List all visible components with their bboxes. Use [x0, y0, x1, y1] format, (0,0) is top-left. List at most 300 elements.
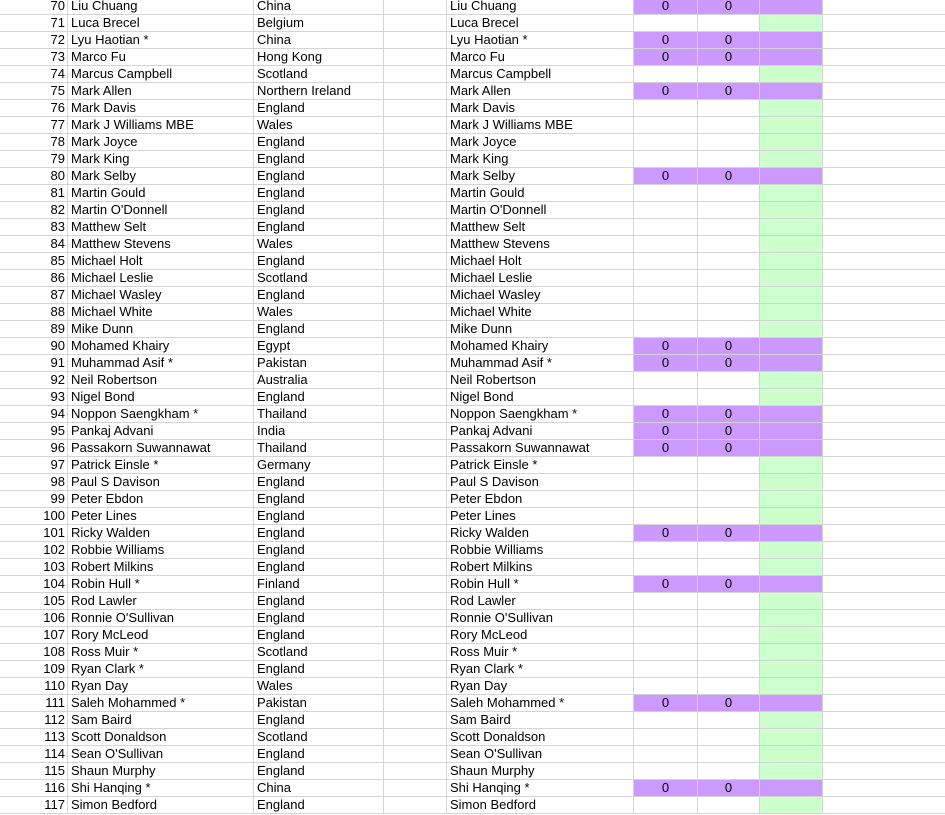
value-cell-1[interactable] [634, 321, 698, 338]
status-cell[interactable] [760, 253, 823, 270]
value-cell-2[interactable]: 0 [698, 338, 760, 355]
empty-cell[interactable] [823, 780, 945, 797]
row-number-cell[interactable]: 86 [0, 270, 68, 287]
player-name-copy-cell[interactable]: Michael Leslie [447, 270, 634, 287]
row-number-cell[interactable]: 106 [0, 610, 68, 627]
value-cell-2[interactable]: 0 [698, 0, 760, 15]
empty-cell[interactable] [384, 287, 447, 304]
value-cell-2[interactable] [698, 236, 760, 253]
row-number-cell[interactable]: 76 [0, 100, 68, 117]
status-cell[interactable] [760, 661, 823, 678]
country-cell[interactable]: England [254, 287, 384, 304]
value-cell-1[interactable] [634, 678, 698, 695]
value-cell-1[interactable] [634, 185, 698, 202]
empty-cell[interactable] [384, 134, 447, 151]
row-number-cell[interactable]: 107 [0, 627, 68, 644]
value-cell-1[interactable]: 0 [634, 32, 698, 49]
row-number-cell[interactable]: 87 [0, 287, 68, 304]
value-cell-1[interactable] [634, 729, 698, 746]
row-number-cell[interactable]: 89 [0, 321, 68, 338]
empty-cell[interactable] [823, 474, 945, 491]
empty-cell[interactable] [823, 100, 945, 117]
country-cell[interactable]: Thailand [254, 440, 384, 457]
player-name-cell[interactable]: Robbie Williams [68, 542, 254, 559]
value-cell-1[interactable] [634, 15, 698, 32]
value-cell-1[interactable] [634, 491, 698, 508]
value-cell-1[interactable]: 0 [634, 0, 698, 15]
country-cell[interactable]: Finland [254, 576, 384, 593]
value-cell-1[interactable]: 0 [634, 695, 698, 712]
player-name-copy-cell[interactable]: Mark Davis [447, 100, 634, 117]
empty-cell[interactable] [823, 219, 945, 236]
empty-cell[interactable] [384, 0, 447, 15]
country-cell[interactable]: Wales [254, 236, 384, 253]
country-cell[interactable]: India [254, 423, 384, 440]
empty-cell[interactable] [384, 389, 447, 406]
row-number-cell[interactable]: 81 [0, 185, 68, 202]
value-cell-1[interactable] [634, 542, 698, 559]
value-cell-1[interactable] [634, 304, 698, 321]
player-name-copy-cell[interactable]: Paul S Davison [447, 474, 634, 491]
row-number-cell[interactable]: 79 [0, 151, 68, 168]
player-name-copy-cell[interactable]: Mark King [447, 151, 634, 168]
value-cell-1[interactable] [634, 508, 698, 525]
empty-cell[interactable] [823, 576, 945, 593]
player-name-cell[interactable]: Mark Joyce [68, 134, 254, 151]
row-number-cell[interactable]: 73 [0, 49, 68, 66]
value-cell-2[interactable] [698, 542, 760, 559]
country-cell[interactable]: England [254, 491, 384, 508]
empty-cell[interactable] [384, 151, 447, 168]
status-cell[interactable] [760, 712, 823, 729]
player-name-cell[interactable]: Peter Ebdon [68, 491, 254, 508]
row-number-cell[interactable]: 115 [0, 763, 68, 780]
status-cell[interactable] [760, 32, 823, 49]
empty-cell[interactable] [823, 202, 945, 219]
country-cell[interactable]: England [254, 627, 384, 644]
empty-cell[interactable] [384, 117, 447, 134]
value-cell-1[interactable] [634, 253, 698, 270]
country-cell[interactable]: England [254, 168, 384, 185]
country-cell[interactable]: England [254, 389, 384, 406]
status-cell[interactable] [760, 304, 823, 321]
value-cell-1[interactable] [634, 457, 698, 474]
country-cell[interactable]: England [254, 134, 384, 151]
value-cell-1[interactable] [634, 372, 698, 389]
value-cell-2[interactable] [698, 100, 760, 117]
empty-cell[interactable] [823, 440, 945, 457]
player-name-copy-cell[interactable]: Ross Muir * [447, 644, 634, 661]
player-name-cell[interactable]: Mark King [68, 151, 254, 168]
status-cell[interactable] [760, 763, 823, 780]
value-cell-1[interactable] [634, 797, 698, 814]
player-name-cell[interactable]: Martin O'Donnell [68, 202, 254, 219]
country-cell[interactable]: Scotland [254, 729, 384, 746]
value-cell-1[interactable]: 0 [634, 423, 698, 440]
row-number-cell[interactable]: 104 [0, 576, 68, 593]
value-cell-1[interactable] [634, 202, 698, 219]
empty-cell[interactable] [823, 117, 945, 134]
status-cell[interactable] [760, 593, 823, 610]
country-cell[interactable]: Scotland [254, 644, 384, 661]
empty-cell[interactable] [384, 542, 447, 559]
player-name-copy-cell[interactable]: Neil Robertson [447, 372, 634, 389]
player-name-copy-cell[interactable]: Rory McLeod [447, 627, 634, 644]
value-cell-2[interactable] [698, 134, 760, 151]
empty-cell[interactable] [823, 372, 945, 389]
empty-cell[interactable] [823, 712, 945, 729]
status-cell[interactable] [760, 15, 823, 32]
country-cell[interactable]: England [254, 661, 384, 678]
row-number-cell[interactable]: 97 [0, 457, 68, 474]
player-name-copy-cell[interactable]: Lyu Haotian * [447, 32, 634, 49]
row-number-cell[interactable]: 110 [0, 678, 68, 695]
country-cell[interactable]: England [254, 253, 384, 270]
empty-cell[interactable] [384, 253, 447, 270]
player-name-cell[interactable]: Lyu Haotian * [68, 32, 254, 49]
status-cell[interactable] [760, 219, 823, 236]
empty-cell[interactable] [384, 763, 447, 780]
player-name-cell[interactable]: Pankaj Advani [68, 423, 254, 440]
country-cell[interactable]: Pakistan [254, 695, 384, 712]
value-cell-2[interactable]: 0 [698, 423, 760, 440]
player-name-cell[interactable]: Matthew Selt [68, 219, 254, 236]
empty-cell[interactable] [384, 185, 447, 202]
player-name-cell[interactable]: Shi Hanqing * [68, 780, 254, 797]
country-cell[interactable]: England [254, 797, 384, 814]
value-cell-2[interactable]: 0 [698, 576, 760, 593]
empty-cell[interactable] [823, 610, 945, 627]
country-cell[interactable]: Germany [254, 457, 384, 474]
value-cell-2[interactable] [698, 661, 760, 678]
player-name-copy-cell[interactable]: Shi Hanqing * [447, 780, 634, 797]
player-name-copy-cell[interactable]: Ryan Day [447, 678, 634, 695]
value-cell-2[interactable] [698, 15, 760, 32]
player-name-cell[interactable]: Ross Muir * [68, 644, 254, 661]
value-cell-2[interactable] [698, 474, 760, 491]
status-cell[interactable] [760, 491, 823, 508]
country-cell[interactable]: England [254, 763, 384, 780]
player-name-copy-cell[interactable]: Mohamed Khairy [447, 338, 634, 355]
player-name-cell[interactable]: Neil Robertson [68, 372, 254, 389]
row-number-cell[interactable]: 113 [0, 729, 68, 746]
row-number-cell[interactable]: 72 [0, 32, 68, 49]
status-cell[interactable] [760, 678, 823, 695]
value-cell-1[interactable] [634, 236, 698, 253]
empty-cell[interactable] [384, 372, 447, 389]
player-name-cell[interactable]: Ricky Walden [68, 525, 254, 542]
player-name-copy-cell[interactable]: Scott Donaldson [447, 729, 634, 746]
value-cell-1[interactable]: 0 [634, 168, 698, 185]
country-cell[interactable]: England [254, 525, 384, 542]
empty-cell[interactable] [823, 508, 945, 525]
value-cell-2[interactable] [698, 627, 760, 644]
value-cell-1[interactable] [634, 746, 698, 763]
value-cell-2[interactable] [698, 491, 760, 508]
player-name-copy-cell[interactable]: Mark Allen [447, 83, 634, 100]
empty-cell[interactable] [823, 185, 945, 202]
value-cell-1[interactable] [634, 66, 698, 83]
country-cell[interactable]: Scotland [254, 270, 384, 287]
status-cell[interactable] [760, 423, 823, 440]
country-cell[interactable]: Northern Ireland [254, 83, 384, 100]
country-cell[interactable]: England [254, 474, 384, 491]
player-name-cell[interactable]: Mike Dunn [68, 321, 254, 338]
player-name-copy-cell[interactable]: Passakorn Suwannawat [447, 440, 634, 457]
status-cell[interactable] [760, 729, 823, 746]
player-name-copy-cell[interactable]: Simon Bedford [447, 797, 634, 814]
status-cell[interactable] [760, 372, 823, 389]
value-cell-2[interactable] [698, 457, 760, 474]
player-name-copy-cell[interactable]: Patrick Einsle * [447, 457, 634, 474]
empty-cell[interactable] [823, 678, 945, 695]
player-name-copy-cell[interactable]: Sean O'Sullivan [447, 746, 634, 763]
value-cell-1[interactable] [634, 593, 698, 610]
player-name-copy-cell[interactable]: Mark Selby [447, 168, 634, 185]
value-cell-2[interactable] [698, 746, 760, 763]
country-cell[interactable]: Belgium [254, 15, 384, 32]
country-cell[interactable]: England [254, 712, 384, 729]
empty-cell[interactable] [823, 304, 945, 321]
value-cell-2[interactable] [698, 372, 760, 389]
player-name-copy-cell[interactable]: Ronnie O'Sullivan [447, 610, 634, 627]
player-name-cell[interactable]: Paul S Davison [68, 474, 254, 491]
empty-cell[interactable] [384, 729, 447, 746]
value-cell-2[interactable] [698, 151, 760, 168]
empty-cell[interactable] [823, 661, 945, 678]
player-name-copy-cell[interactable]: Martin O'Donnell [447, 202, 634, 219]
value-cell-2[interactable]: 0 [698, 32, 760, 49]
value-cell-1[interactable] [634, 559, 698, 576]
value-cell-2[interactable] [698, 389, 760, 406]
empty-cell[interactable] [384, 202, 447, 219]
status-cell[interactable] [760, 151, 823, 168]
country-cell[interactable]: Wales [254, 117, 384, 134]
row-number-cell[interactable]: 96 [0, 440, 68, 457]
value-cell-1[interactable] [634, 270, 698, 287]
status-cell[interactable] [760, 559, 823, 576]
country-cell[interactable]: China [254, 32, 384, 49]
value-cell-1[interactable]: 0 [634, 576, 698, 593]
value-cell-2[interactable]: 0 [698, 168, 760, 185]
row-number-cell[interactable]: 100 [0, 508, 68, 525]
empty-cell[interactable] [384, 219, 447, 236]
player-name-cell[interactable]: Rory McLeod [68, 627, 254, 644]
player-name-cell[interactable]: Mark Allen [68, 83, 254, 100]
status-cell[interactable] [760, 66, 823, 83]
player-name-copy-cell[interactable]: Mike Dunn [447, 321, 634, 338]
value-cell-2[interactable] [698, 678, 760, 695]
empty-cell[interactable] [823, 763, 945, 780]
value-cell-2[interactable]: 0 [698, 406, 760, 423]
player-name-copy-cell[interactable]: Martin Gould [447, 185, 634, 202]
empty-cell[interactable] [823, 253, 945, 270]
player-name-cell[interactable]: Passakorn Suwannawat [68, 440, 254, 457]
country-cell[interactable]: England [254, 185, 384, 202]
value-cell-1[interactable] [634, 100, 698, 117]
empty-cell[interactable] [384, 610, 447, 627]
player-name-cell[interactable]: Michael White [68, 304, 254, 321]
empty-cell[interactable] [384, 49, 447, 66]
value-cell-2[interactable] [698, 287, 760, 304]
empty-cell[interactable] [384, 627, 447, 644]
status-cell[interactable] [760, 0, 823, 15]
row-number-cell[interactable]: 116 [0, 780, 68, 797]
empty-cell[interactable] [384, 780, 447, 797]
row-number-cell[interactable]: 83 [0, 219, 68, 236]
empty-cell[interactable] [384, 83, 447, 100]
value-cell-1[interactable] [634, 474, 698, 491]
player-name-copy-cell[interactable]: Marco Fu [447, 49, 634, 66]
status-cell[interactable] [760, 474, 823, 491]
empty-cell[interactable] [384, 678, 447, 695]
value-cell-2[interactable]: 0 [698, 83, 760, 100]
status-cell[interactable] [760, 457, 823, 474]
value-cell-1[interactable]: 0 [634, 406, 698, 423]
empty-cell[interactable] [823, 729, 945, 746]
player-name-copy-cell[interactable]: Liu Chuang [447, 0, 634, 15]
empty-cell[interactable] [823, 593, 945, 610]
country-cell[interactable]: Pakistan [254, 355, 384, 372]
value-cell-2[interactable]: 0 [698, 49, 760, 66]
value-cell-1[interactable] [634, 610, 698, 627]
country-cell[interactable]: Scotland [254, 66, 384, 83]
value-cell-2[interactable] [698, 185, 760, 202]
value-cell-1[interactable] [634, 644, 698, 661]
value-cell-2[interactable] [698, 304, 760, 321]
player-name-copy-cell[interactable]: Michael Wasley [447, 287, 634, 304]
country-cell[interactable]: England [254, 593, 384, 610]
country-cell[interactable]: China [254, 0, 384, 15]
empty-cell[interactable] [823, 32, 945, 49]
empty-cell[interactable] [823, 66, 945, 83]
player-name-cell[interactable]: Sean O'Sullivan [68, 746, 254, 763]
empty-cell[interactable] [384, 355, 447, 372]
status-cell[interactable] [760, 440, 823, 457]
value-cell-2[interactable]: 0 [698, 525, 760, 542]
value-cell-2[interactable]: 0 [698, 440, 760, 457]
player-name-cell[interactable]: Matthew Stevens [68, 236, 254, 253]
player-name-copy-cell[interactable]: Sam Baird [447, 712, 634, 729]
row-number-cell[interactable]: 103 [0, 559, 68, 576]
value-cell-2[interactable] [698, 321, 760, 338]
status-cell[interactable] [760, 797, 823, 814]
status-cell[interactable] [760, 100, 823, 117]
player-name-copy-cell[interactable]: Matthew Stevens [447, 236, 634, 253]
status-cell[interactable] [760, 746, 823, 763]
row-number-cell[interactable]: 88 [0, 304, 68, 321]
value-cell-2[interactable] [698, 712, 760, 729]
empty-cell[interactable] [384, 797, 447, 814]
row-number-cell[interactable]: 71 [0, 15, 68, 32]
value-cell-1[interactable] [634, 763, 698, 780]
row-number-cell[interactable]: 108 [0, 644, 68, 661]
value-cell-1[interactable]: 0 [634, 780, 698, 797]
empty-cell[interactable] [384, 457, 447, 474]
value-cell-2[interactable]: 0 [698, 355, 760, 372]
value-cell-2[interactable] [698, 559, 760, 576]
player-name-cell[interactable]: Liu Chuang [68, 0, 254, 15]
empty-cell[interactable] [823, 338, 945, 355]
player-name-cell[interactable]: Michael Wasley [68, 287, 254, 304]
country-cell[interactable]: England [254, 202, 384, 219]
row-number-cell[interactable]: 84 [0, 236, 68, 253]
row-number-cell[interactable]: 92 [0, 372, 68, 389]
empty-cell[interactable] [823, 491, 945, 508]
empty-cell[interactable] [823, 134, 945, 151]
value-cell-2[interactable]: 0 [698, 780, 760, 797]
value-cell-1[interactable] [634, 712, 698, 729]
empty-cell[interactable] [384, 644, 447, 661]
empty-cell[interactable] [823, 270, 945, 287]
player-name-copy-cell[interactable]: Shaun Murphy [447, 763, 634, 780]
player-name-copy-cell[interactable]: Muhammad Asif * [447, 355, 634, 372]
row-number-cell[interactable]: 91 [0, 355, 68, 372]
status-cell[interactable] [760, 185, 823, 202]
empty-cell[interactable] [384, 661, 447, 678]
player-name-cell[interactable]: Mark J Williams MBE [68, 117, 254, 134]
country-cell[interactable]: Hong Kong [254, 49, 384, 66]
empty-cell[interactable] [823, 355, 945, 372]
row-number-cell[interactable]: 77 [0, 117, 68, 134]
empty-cell[interactable] [823, 321, 945, 338]
empty-cell[interactable] [384, 423, 447, 440]
empty-cell[interactable] [384, 593, 447, 610]
country-cell[interactable]: England [254, 559, 384, 576]
empty-cell[interactable] [823, 168, 945, 185]
status-cell[interactable] [760, 508, 823, 525]
player-name-copy-cell[interactable]: Robin Hull * [447, 576, 634, 593]
status-cell[interactable] [760, 287, 823, 304]
status-cell[interactable] [760, 202, 823, 219]
status-cell[interactable] [760, 321, 823, 338]
row-number-cell[interactable]: 74 [0, 66, 68, 83]
empty-cell[interactable] [823, 644, 945, 661]
player-name-copy-cell[interactable]: Luca Brecel [447, 15, 634, 32]
row-number-cell[interactable]: 102 [0, 542, 68, 559]
status-cell[interactable] [760, 525, 823, 542]
player-name-copy-cell[interactable]: Robbie Williams [447, 542, 634, 559]
player-name-copy-cell[interactable]: Rod Lawler [447, 593, 634, 610]
status-cell[interactable] [760, 780, 823, 797]
value-cell-1[interactable] [634, 627, 698, 644]
value-cell-1[interactable] [634, 287, 698, 304]
player-name-cell[interactable]: Martin Gould [68, 185, 254, 202]
empty-cell[interactable] [384, 695, 447, 712]
value-cell-2[interactable] [698, 593, 760, 610]
status-cell[interactable] [760, 83, 823, 100]
player-name-cell[interactable]: Ryan Clark * [68, 661, 254, 678]
empty-cell[interactable] [384, 100, 447, 117]
status-cell[interactable] [760, 644, 823, 661]
player-name-copy-cell[interactable]: Robert Milkins [447, 559, 634, 576]
empty-cell[interactable] [823, 151, 945, 168]
row-number-cell[interactable]: 114 [0, 746, 68, 763]
status-cell[interactable] [760, 406, 823, 423]
row-number-cell[interactable]: 80 [0, 168, 68, 185]
row-number-cell[interactable]: 99 [0, 491, 68, 508]
country-cell[interactable]: England [254, 746, 384, 763]
status-cell[interactable] [760, 117, 823, 134]
player-name-cell[interactable]: Ryan Day [68, 678, 254, 695]
player-name-cell[interactable]: Michael Holt [68, 253, 254, 270]
player-name-copy-cell[interactable]: Nigel Bond [447, 389, 634, 406]
player-name-copy-cell[interactable]: Michael White [447, 304, 634, 321]
value-cell-2[interactable] [698, 202, 760, 219]
country-cell[interactable]: England [254, 100, 384, 117]
player-name-cell[interactable]: Mark Davis [68, 100, 254, 117]
player-name-cell[interactable]: Noppon Saengkham * [68, 406, 254, 423]
